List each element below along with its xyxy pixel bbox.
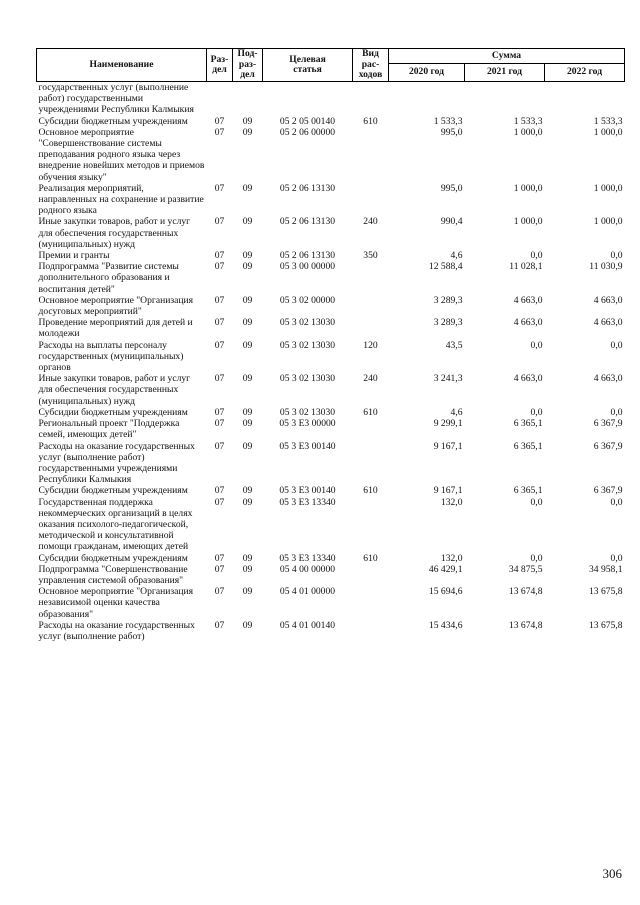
row-sum-2022 <box>545 82 625 116</box>
table-row <box>37 82 625 116</box>
row-name: Иные закупки товаров, работ и услуг для обеспечения государственных (муниципальных) нужд <box>38 216 191 250</box>
row-subsection: 09 <box>242 250 253 262</box>
row-sum-2020: 995,0 <box>440 182 463 194</box>
row-name: Субсидии бюджетным учреждениям <box>38 115 188 127</box>
row-section: 07 <box>214 339 225 351</box>
row-name: Региональный проект "Поддержка семей, имеющих детей" <box>38 418 180 441</box>
table-row <box>37 586 625 620</box>
row-expense-type: 610 <box>363 406 378 418</box>
row-sum-2020: 132,0 <box>440 552 463 564</box>
row-sum-2022: 4 663,0 <box>593 317 623 329</box>
row-sum-2022: 0,0 <box>610 339 623 351</box>
row-sum-2020: 43,5 <box>445 339 463 351</box>
row-subsection: 09 <box>242 496 253 508</box>
header-name: Наименование <box>37 49 207 82</box>
row-section: 07 <box>214 317 225 329</box>
row-sum-2022: 13 675,8 <box>588 619 623 631</box>
row-subsection: 09 <box>242 406 253 418</box>
row-sum-2021: 34 875,5 <box>508 563 543 575</box>
row-subsection: 09 <box>242 373 253 385</box>
row-sum-2020: 9 167,1 <box>433 440 463 452</box>
row-sum-2022: 1 000,0 <box>593 216 623 228</box>
table-row <box>37 295 625 317</box>
row-sum-2021: 11 028,1 <box>509 261 543 273</box>
table-row <box>37 340 625 374</box>
row-sum-2022: 11 030,9 <box>589 261 623 273</box>
row-section: 07 <box>214 586 225 598</box>
row-expense-type: 610 <box>363 485 378 497</box>
row-sum-2022: 4 663,0 <box>593 294 623 306</box>
row-sum-2021: 6 365,1 <box>513 485 543 497</box>
row-subsection: 09 <box>242 216 253 228</box>
row-target: 05 2 06 13130 <box>279 250 336 262</box>
row-sum-2020: 995,0 <box>440 126 463 138</box>
row-expense-type <box>353 127 389 183</box>
row-subsection: 09 <box>242 115 253 127</box>
row-sum-2021: 13 674,8 <box>508 586 543 598</box>
table-row <box>37 216 625 250</box>
row-name: Основное мероприятие "Совершенствование системы преподавания родного языка через внедрение новейших методов и приемов обучения языку" <box>38 126 205 183</box>
row-sum-2021: 4 663,0 <box>513 294 543 306</box>
header-section: Раз- дел <box>207 49 233 82</box>
row-sum-2021: 1 000,0 <box>513 126 543 138</box>
table-row <box>37 418 625 440</box>
row-section: 07 <box>214 440 225 452</box>
table-row <box>37 485 625 496</box>
row-target: 05 3 02 13030 <box>279 406 336 418</box>
row-expense-type <box>353 418 389 440</box>
row-section: 07 <box>214 126 225 138</box>
row-name: Основное мероприятие "Организация досуговых мероприятий" <box>38 294 194 318</box>
row-sum-2022: 6 367,9 <box>593 418 623 430</box>
table-row <box>37 497 625 553</box>
row-sum-2021: 13 674,8 <box>508 619 543 631</box>
row-section: 07 <box>214 115 225 127</box>
row-expense-type: 350 <box>363 250 378 262</box>
row-sum-2020: 4,6 <box>450 250 463 262</box>
row-subsection: 09 <box>242 294 253 306</box>
budget-table <box>36 48 625 642</box>
table-row <box>37 116 625 127</box>
row-name: Реализация мероприятий, направленных на сохранение и развитие родного языка <box>38 182 204 217</box>
row-name: государственных услуг (выполнение работ) государственными учреждениями Республики Калмыкия <box>38 82 194 116</box>
row-expense-type <box>353 183 389 217</box>
row-sum-2020: 12 588,4 <box>428 261 463 273</box>
row-sum-2022: 0,0 <box>610 250 623 262</box>
row-sum-2020: 15 434,6 <box>428 619 463 631</box>
row-expense-type <box>353 441 389 486</box>
row-target <box>263 82 353 116</box>
row-target: 05 3 00 00000 <box>279 261 336 273</box>
row-target: 05 3 02 13030 <box>279 373 336 385</box>
header-year-2020: 2020 год <box>389 64 465 82</box>
row-subsection: 09 <box>242 552 253 564</box>
row-sum-2022: 1 000,0 <box>593 182 623 194</box>
row-sum-2020: 3 289,3 <box>433 317 463 329</box>
row-target: 05 3 E3 00000 <box>279 418 336 430</box>
row-sum-2022: 4 663,0 <box>593 373 623 385</box>
row-subsection: 09 <box>242 182 253 194</box>
row-name: Расходы на оказание государственных услуг (выполнение работ) государственными учреждениями Республики Калмыкия <box>38 440 195 486</box>
row-name: Иные закупки товаров, работ и услуг для обеспечения государственных (муниципальных) нужд <box>38 373 191 407</box>
row-target: 05 4 01 00000 <box>279 586 336 598</box>
header-sum: Сумма <box>389 49 625 64</box>
row-target: 05 3 02 00000 <box>279 294 336 306</box>
row-section: 07 <box>214 485 225 497</box>
row-subsection <box>233 82 263 116</box>
table-row <box>37 183 625 217</box>
row-expense-type <box>353 620 389 642</box>
row-section: 07 <box>214 552 225 564</box>
row-section: 07 <box>214 418 225 430</box>
row-name: Расходы на оказание государственных услуг (выполнение работ) <box>38 619 195 642</box>
row-subsection: 09 <box>242 586 253 598</box>
row-sum-2020: 15 694,6 <box>428 586 463 598</box>
table-row <box>37 373 625 407</box>
row-name: Субсидии бюджетным учреждениям <box>38 406 188 418</box>
row-sum-2020: 9 167,1 <box>433 485 463 497</box>
row-name: Субсидии бюджетным учреждениям <box>38 485 188 497</box>
row-section: 07 <box>214 496 225 508</box>
row-sum-2021: 0,0 <box>530 339 543 351</box>
row-sum-2021: 1 000,0 <box>513 182 543 194</box>
row-name: Проведение мероприятий для детей и молодежи <box>38 317 193 340</box>
row-target: 05 2 05 00140 <box>279 115 336 127</box>
row-sum-2020: 1 533,3 <box>433 115 463 127</box>
row-sum-2020: 3 241,3 <box>433 373 463 385</box>
row-sum-2021: 6 365,1 <box>513 418 543 430</box>
row-name: Премии и гранты <box>38 250 110 262</box>
table-row <box>37 553 625 564</box>
row-sum-2022: 0,0 <box>610 496 623 508</box>
row-section: 07 <box>214 406 225 418</box>
table-row <box>37 261 625 295</box>
row-name: Субсидии бюджетным учреждениям <box>38 552 188 564</box>
row-sum-2022: 1 000,0 <box>593 126 623 138</box>
row-sum-2022: 13 675,8 <box>588 586 623 598</box>
row-name: Основное мероприятие "Организация независимой оценки качества образования" <box>38 586 194 620</box>
row-subsection: 09 <box>242 261 253 273</box>
row-sum-2021: 1 533,3 <box>513 115 543 127</box>
row-expense-type <box>353 497 389 553</box>
row-sum-2022: 6 367,9 <box>593 440 623 452</box>
row-expense-type <box>353 82 389 116</box>
row-name: Государственная поддержка некоммерческих организаций в целях оказания психолого-педагогической, методической и консультативной помощи гражданам, имеющих детей <box>38 496 193 553</box>
row-target: 05 3 E3 13340 <box>279 496 336 508</box>
row-section: 07 <box>214 216 225 228</box>
row-expense-type <box>353 586 389 620</box>
row-section: 07 <box>214 563 225 575</box>
row-subsection: 09 <box>242 126 253 138</box>
row-sum-2022: 1 533,3 <box>593 115 623 127</box>
row-target: 05 2 06 13130 <box>279 216 336 228</box>
row-expense-type <box>353 564 389 586</box>
table-row <box>37 564 625 586</box>
row-subsection: 09 <box>242 418 253 430</box>
row-sum-2021: 0,0 <box>530 250 543 262</box>
row-sum-2020: 3 289,3 <box>433 294 463 306</box>
table-row <box>37 317 625 339</box>
table-row <box>37 620 625 642</box>
row-expense-type: 240 <box>363 216 378 228</box>
row-sum-2022: 0,0 <box>610 552 623 564</box>
row-expense-type <box>353 317 389 339</box>
row-sum-2021: 0,0 <box>530 406 543 418</box>
table-row <box>37 250 625 261</box>
row-subsection: 09 <box>242 619 253 631</box>
table-body <box>37 82 625 643</box>
header-target: Целевая статья <box>263 49 353 82</box>
row-section: 07 <box>214 261 225 273</box>
row-sum-2020: 132,0 <box>440 496 463 508</box>
row-sum-2021: 4 663,0 <box>513 373 543 385</box>
table-row <box>37 407 625 418</box>
row-subsection: 09 <box>242 485 253 497</box>
row-sum-2020: 9 299,1 <box>433 418 463 430</box>
row-section: 07 <box>214 182 225 194</box>
row-section: 07 <box>214 294 225 306</box>
row-target: 05 3 02 13030 <box>279 339 336 351</box>
row-target: 05 3 E3 00140 <box>279 440 336 452</box>
row-name: Подпрограмма "Развитие системы дополнительного образования и воспитания детей" <box>38 261 179 295</box>
row-target: 05 3 E3 00140 <box>279 485 336 497</box>
row-name: Подпрограмма "Совершенствование управления системой образования" <box>38 563 188 586</box>
row-sum-2021: 6 365,1 <box>513 440 543 452</box>
header-expense-type: Вид рас- ходов <box>353 49 389 82</box>
row-expense-type: 610 <box>363 115 378 127</box>
row-section: 07 <box>214 250 225 262</box>
row-sum-2022: 0,0 <box>610 406 623 418</box>
row-sum-2021: 1 000,0 <box>513 216 543 228</box>
table-row <box>37 441 625 486</box>
header-subsection: Под- раз- дел <box>233 49 263 82</box>
row-sum-2022: 6 367,9 <box>593 485 623 497</box>
row-sum-2021: 0,0 <box>530 552 543 564</box>
row-sum-2020: 990,4 <box>440 216 463 228</box>
row-sum-2021 <box>465 82 545 116</box>
row-expense-type <box>353 261 389 295</box>
table-row <box>37 127 625 183</box>
row-subsection: 09 <box>242 317 253 329</box>
row-section <box>207 82 233 116</box>
row-target: 05 2 06 00000 <box>279 126 336 138</box>
row-target: 05 3 02 13030 <box>279 317 336 329</box>
row-sum-2020: 46 429,1 <box>428 563 463 575</box>
row-target: 05 3 E3 13340 <box>279 552 336 564</box>
row-sum-2022: 34 958,1 <box>588 563 623 575</box>
header-year-2021: 2021 год <box>465 64 545 82</box>
row-subsection: 09 <box>242 440 253 452</box>
row-section: 07 <box>214 373 225 385</box>
row-subsection: 09 <box>242 563 253 575</box>
row-subsection: 09 <box>242 339 253 351</box>
row-target: 05 4 00 00000 <box>279 563 336 575</box>
page-number: 306 <box>602 866 622 881</box>
row-name: Расходы на выплаты персоналу государственных (муниципальных) органов <box>38 339 184 374</box>
row-sum-2021: 0,0 <box>530 496 543 508</box>
row-expense-type <box>353 295 389 317</box>
row-section: 07 <box>214 619 225 631</box>
row-target: 05 2 06 13130 <box>279 182 336 194</box>
row-target: 05 4 01 00140 <box>279 619 336 631</box>
row-expense-type: 240 <box>363 373 378 385</box>
row-sum-2021: 4 663,0 <box>513 317 543 329</box>
row-sum-2020: 4,6 <box>450 406 463 418</box>
row-sum-2020 <box>389 82 465 116</box>
row-expense-type: 120 <box>363 339 378 351</box>
header-year-2022: 2022 год <box>545 64 625 82</box>
row-expense-type: 610 <box>363 552 378 564</box>
